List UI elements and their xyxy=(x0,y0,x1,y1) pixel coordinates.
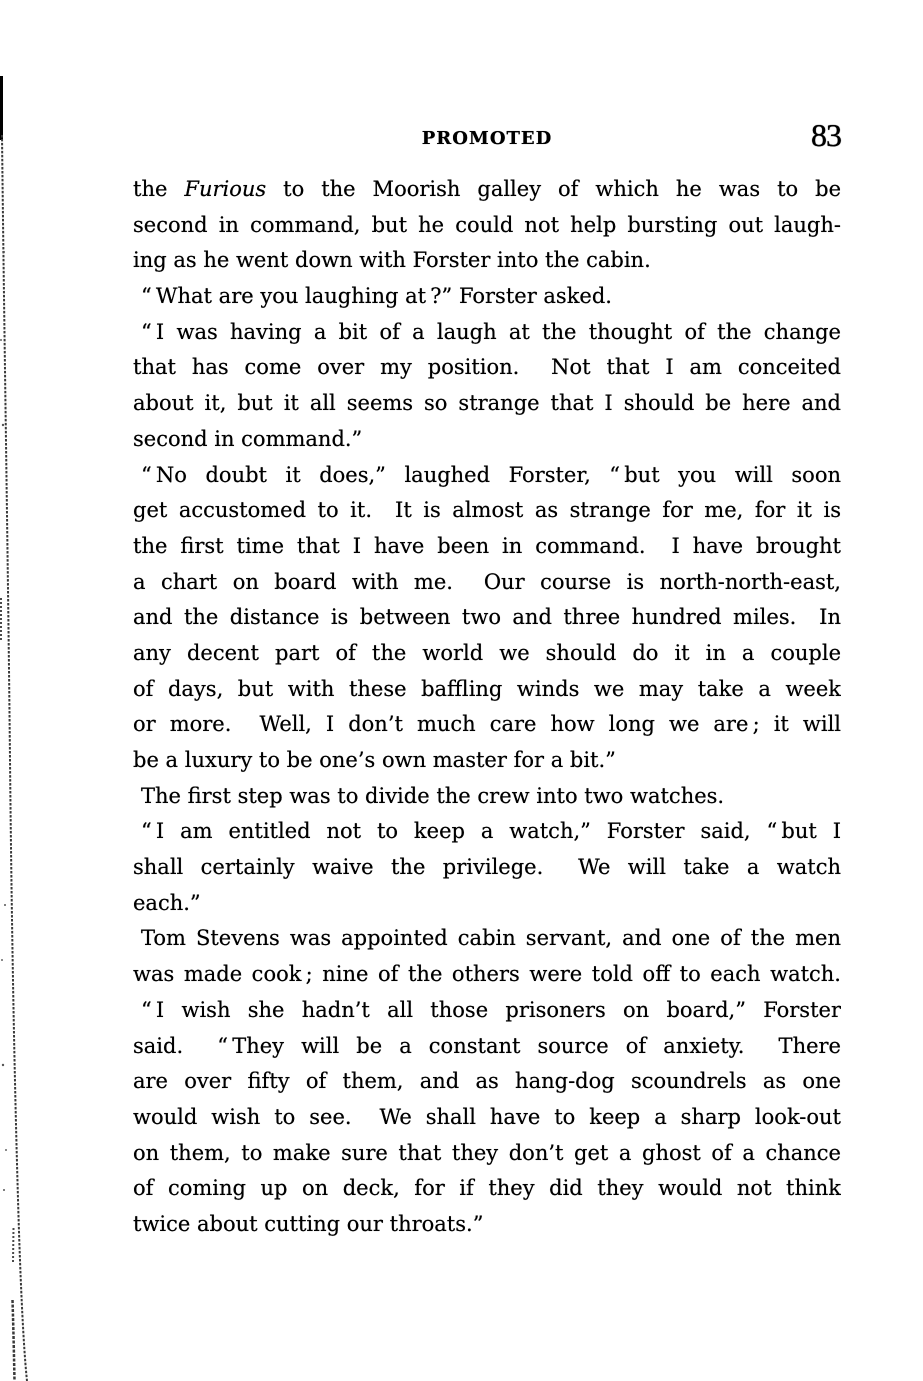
text-line: The first step was to divide the crew into two watches. xyxy=(141,783,725,808)
text-line: each.” xyxy=(133,890,201,915)
line-part: to the Moorish galley of which he was to be xyxy=(266,177,841,201)
paragraph xyxy=(133,458,841,779)
text-block xyxy=(133,172,841,1243)
text-line: would wish to see. We shall have to keep a sharp look-out xyxy=(133,1104,841,1129)
text-line: shall certainly waive the privilege. We will take a watch xyxy=(133,855,841,880)
text-line: second in command.” xyxy=(133,426,363,451)
text-line: “ What are you laughing at ?” Forster asked. xyxy=(141,284,612,309)
text-line: Tom Stevens was appointed cabin servant, and one of the men xyxy=(141,926,841,951)
text-line: that has come over my position. Not that I am conceited xyxy=(133,355,841,380)
ship-name-italic: Furious xyxy=(184,177,267,201)
text-line: and the distance is between two and three hundred miles. In xyxy=(133,605,841,630)
text-line: second in command, but he could not help bursting out laugh- xyxy=(133,212,841,237)
text-line: about it, but it all seems so strange that I should be here and xyxy=(133,391,841,416)
text-line: “ I am entitled not to keep a watch,” Forster said, “ but I xyxy=(141,819,841,844)
running-title: PROMOTED xyxy=(421,128,553,149)
text-line: “ I wish she hadn’t all those prisoners on board,” Forster xyxy=(141,997,841,1022)
paragraph xyxy=(133,779,841,815)
text-line: be a luxury to be one’s own master for a bit.” xyxy=(133,748,616,772)
text-line: the first time that I have been in command. I have brought xyxy=(133,533,841,558)
text-line: a chart on board with me. Our course is north-north-east, xyxy=(133,569,841,594)
paragraph xyxy=(133,279,841,315)
paragraph xyxy=(133,172,841,279)
paragraph xyxy=(133,814,841,921)
text-line: get accustomed to it. It is almost as strange for me, for it is xyxy=(133,498,841,523)
text-line: any decent part of the world we should do it in a couple xyxy=(133,640,841,665)
scan-edge-artifact xyxy=(0,0,40,1381)
paragraph xyxy=(133,315,841,458)
paragraph xyxy=(133,993,841,1243)
text-line: was made cook ; nine of the others were told off to each watch. xyxy=(133,962,841,987)
text-line: twice about cutting our throats.” xyxy=(133,1211,484,1236)
paragraph xyxy=(133,921,841,992)
text-line xyxy=(133,172,841,208)
text-line: “ No doubt it does,” laughed Forster, “ but you will soon xyxy=(141,462,841,487)
text-line: “ I was having a bit of a laugh at the thought of the change xyxy=(141,319,841,344)
text-line: are over fifty of them, and as hang-dog scoundrels as one xyxy=(133,1069,841,1094)
text-line: on them, to make sure that they don’t get a ghost of a chance xyxy=(133,1140,841,1165)
line-part: the xyxy=(133,177,185,201)
text-line: of coming up on deck, for if they did they would not think xyxy=(133,1176,841,1201)
text-line: ing as he went down with Forster into the cabin. xyxy=(133,248,651,273)
text-line: or more. Well, I don’t much care how long we are ; it will xyxy=(133,712,841,737)
text-line: said. “ They will be a constant source of anxiety. There xyxy=(133,1033,841,1058)
page-number: 83 xyxy=(811,117,841,153)
text-line: of days, but with these baffling winds we may take a week xyxy=(133,676,841,701)
